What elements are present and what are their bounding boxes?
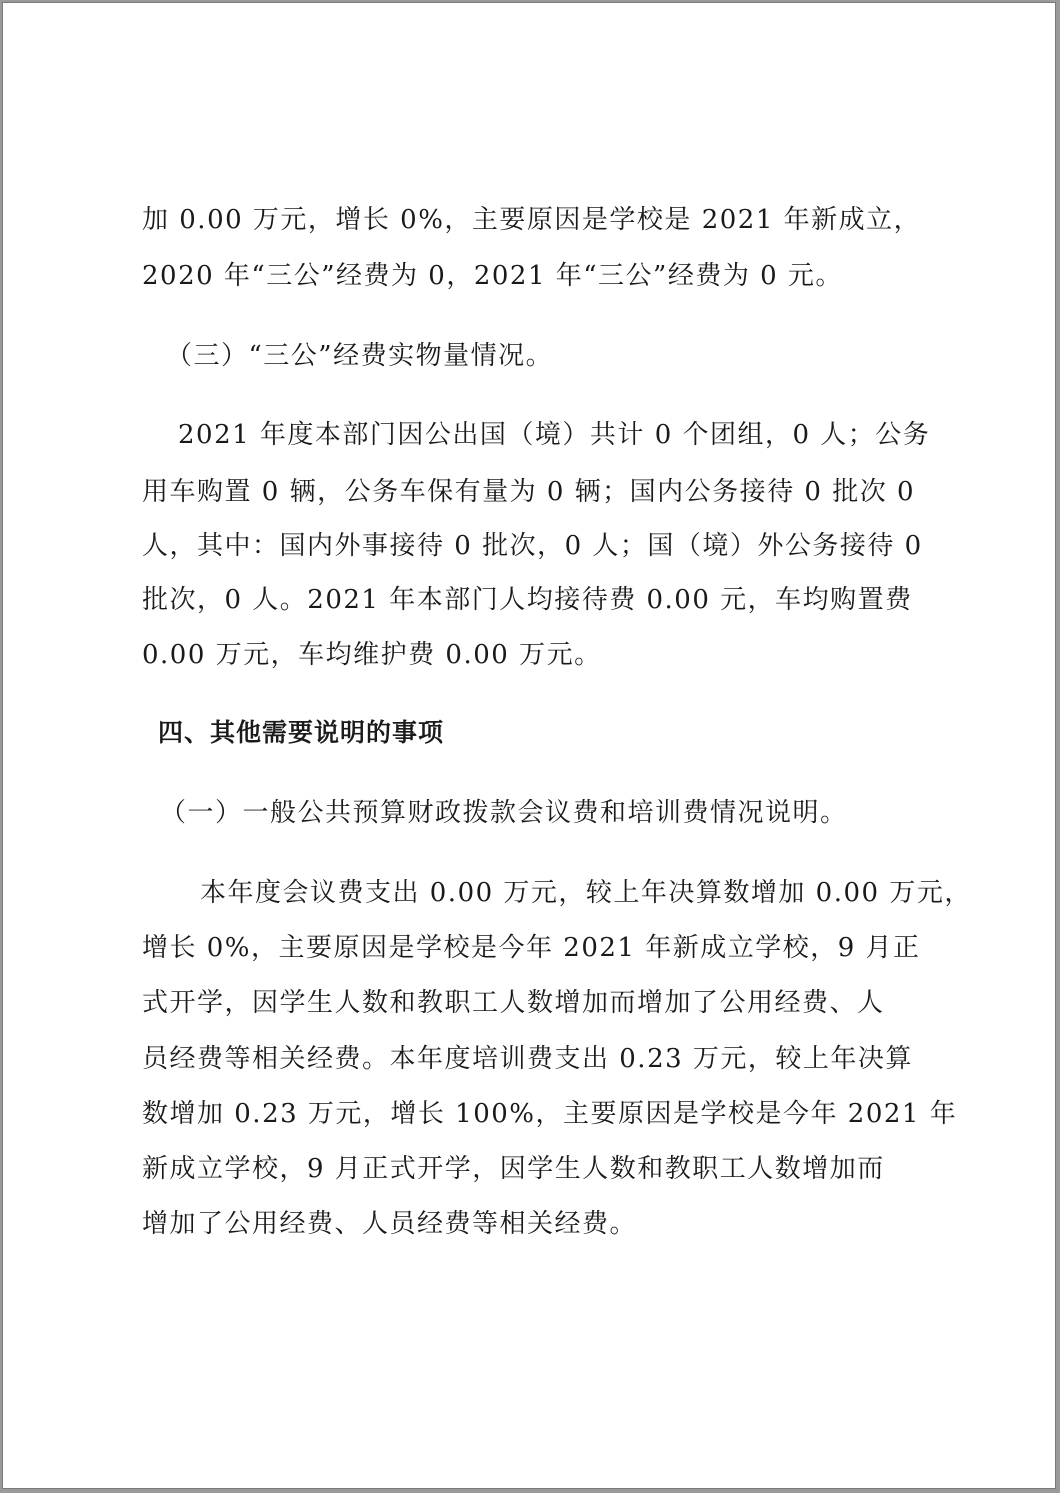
paragraph-line: 员经费等相关经费。本年度培训费支出 0.23 万元，较上年决算 xyxy=(142,1044,913,1074)
paragraph-line: 用车购置 0 辆，公务车保有量为 0 辆；国内公务接待 0 批次 0 xyxy=(142,477,916,507)
section-subheading: （三）“三公”经费实物量情况。 xyxy=(166,341,554,371)
paragraph-line: 式开学，因学生人数和教职工人数增加而增加了公用经费、人 xyxy=(142,988,885,1018)
paragraph-line: 新成立学校，9 月正式开学，因学生人数和教职工人数增加而 xyxy=(142,1154,885,1184)
section-heading: 四、其他需要说明的事项 xyxy=(158,718,445,747)
paragraph-line: 本年度会议费支出 0.00 万元，较上年决算数增加 0.00 万元， xyxy=(200,878,972,908)
section-subheading: （一）一般公共预算财政拨款会议费和培训费情况说明。 xyxy=(160,798,848,828)
paragraph-line: 增长 0%，主要原因是学校是今年 2021 年新成立学校，9 月正 xyxy=(142,933,921,963)
paragraph-line: 增加了公用经费、人员经费等相关经费。 xyxy=(142,1209,638,1239)
paragraph-line: 人，其中：国内外事接待 0 批次，0 人；国（境）外公务接待 0 xyxy=(142,531,923,561)
paragraph-line: 数增加 0.23 万元，增长 100%，主要原因是学校是今年 2021 年 xyxy=(142,1099,958,1129)
paragraph-line: 批次，0 人。2021 年本部门人均接待费 0.00 元，车均购置费 xyxy=(142,585,913,615)
paragraph-line: 2021 年度本部门因公出国（境）共计 0 个团组，0 人；公务 xyxy=(178,420,931,450)
paragraph-line: 2020 年“三公”经费为 0，2021 年“三公”经费为 0 元。 xyxy=(142,261,843,291)
document-page xyxy=(2,2,1056,1489)
paragraph-line: 加 0.00 万元，增长 0%，主要原因是学校是 2021 年新成立， xyxy=(142,205,922,235)
paragraph-line: 0.00 万元，车均维护费 0.00 万元。 xyxy=(142,640,602,670)
